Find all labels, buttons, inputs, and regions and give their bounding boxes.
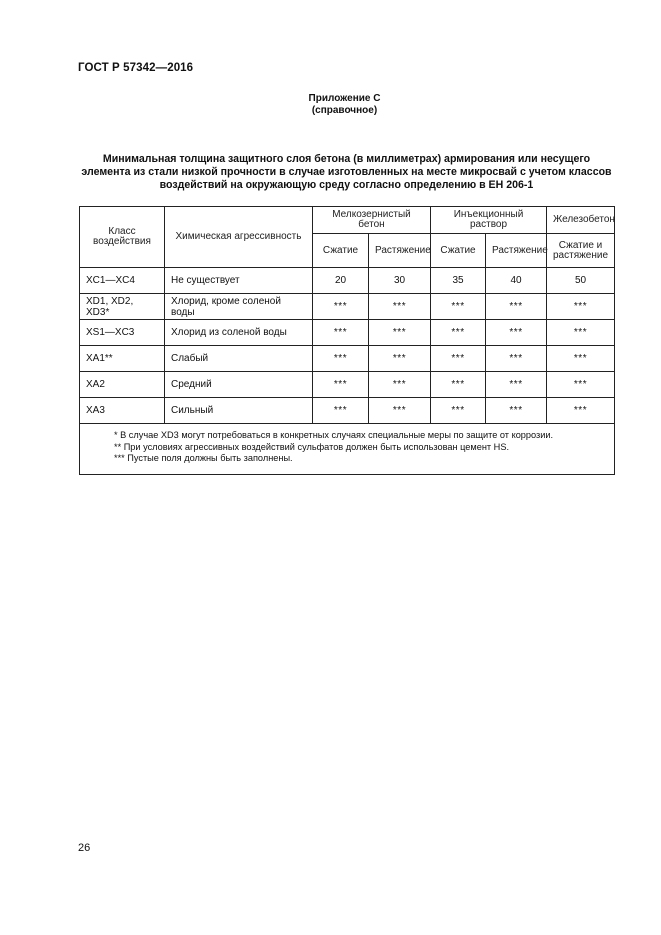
exposure-class-cell: XD1, XD2, XD3* xyxy=(80,294,165,320)
table-header-row-1 xyxy=(80,207,615,234)
appendix-heading xyxy=(0,93,661,117)
header-reinforced-concrete: Железобетон xyxy=(547,207,615,234)
table-notes xyxy=(80,424,615,475)
fine-concrete-tension-cell: *** xyxy=(369,320,431,346)
reinforced-concrete-cell: *** xyxy=(547,320,615,346)
concrete-cover-table xyxy=(79,206,615,475)
table-row xyxy=(80,346,615,372)
table-row xyxy=(80,268,615,294)
reinforced-concrete-cell: *** xyxy=(547,372,615,398)
exposure-class-cell: XS1—XC3 xyxy=(80,320,165,346)
fine-concrete-compression-cell: *** xyxy=(313,346,369,372)
grout-tension-cell: *** xyxy=(486,372,547,398)
chemical-cell: Хлорид, кроме соленой воды xyxy=(165,294,313,320)
grout-tension-cell: 40 xyxy=(486,268,547,294)
header-grout: Инъекционный раствор xyxy=(431,207,547,234)
appendix-title: Приложение С xyxy=(308,93,381,104)
reinforced-concrete-cell: *** xyxy=(547,294,615,320)
table-notes-row xyxy=(80,424,615,475)
grout-compression-cell: *** xyxy=(431,294,486,320)
grout-compression-cell: *** xyxy=(431,372,486,398)
grout-tension-cell: *** xyxy=(486,320,547,346)
table-row xyxy=(80,398,615,424)
grout-compression-cell: *** xyxy=(431,320,486,346)
grout-tension-cell: *** xyxy=(486,294,547,320)
fine-concrete-compression-cell: 20 xyxy=(313,268,369,294)
grout-compression-cell: *** xyxy=(431,346,486,372)
appendix-subtitle: (справочное) xyxy=(311,105,378,116)
grout-tension-cell: *** xyxy=(486,346,547,372)
table-note: * В случае XD3 могут потребоваться в конкретных случаях специальные меры по защите от коррозии. xyxy=(114,430,554,440)
exposure-class-cell: XA2 xyxy=(80,372,165,398)
fine-concrete-tension-cell: *** xyxy=(369,294,431,320)
reinforced-concrete-cell: *** xyxy=(547,346,615,372)
table-note: ** При условиях агрессивных воздействий сульфатов должен быть использован цемент HS. xyxy=(114,441,509,452)
grout-compression-cell: *** xyxy=(431,398,486,424)
header-fine-concrete: Мелкозернистый бетон xyxy=(313,207,431,234)
table-row xyxy=(80,372,615,398)
table-row xyxy=(80,320,615,346)
fine-concrete-compression-cell: *** xyxy=(313,294,369,320)
chemical-cell: Хлорид из соленой воды xyxy=(165,320,313,346)
fine-concrete-tension-cell: *** xyxy=(369,398,431,424)
fine-concrete-compression-cell: *** xyxy=(313,372,369,398)
header-reinforced-compression-tension: Сжатие и растяжение xyxy=(547,234,615,268)
header-chemical-aggressiveness: Химическая агрессивность xyxy=(165,207,313,268)
table-note: *** Пустые поля должны быть заполнены. xyxy=(114,453,293,463)
fine-concrete-tension-cell: *** xyxy=(369,346,431,372)
exposure-class-cell: XA1** xyxy=(80,346,165,372)
table-row xyxy=(80,294,615,320)
chemical-cell: Средний xyxy=(165,372,313,398)
fine-concrete-tension-cell: *** xyxy=(369,372,431,398)
page-number: 26 xyxy=(78,842,91,854)
chemical-cell: Не существует xyxy=(165,268,313,294)
header-fine-concrete-compression: Сжатие xyxy=(313,234,369,268)
grout-compression-cell: 35 xyxy=(431,268,486,294)
header-grout-compression: Сжатие xyxy=(431,234,486,268)
exposure-class-cell: XC1—XC4 xyxy=(80,268,165,294)
header-grout-tension: Растяжение xyxy=(486,234,547,268)
fine-concrete-compression-cell: *** xyxy=(313,320,369,346)
chemical-cell: Сильный xyxy=(165,398,313,424)
grout-tension-cell: *** xyxy=(486,398,547,424)
reinforced-concrete-cell: *** xyxy=(547,398,615,424)
fine-concrete-tension-cell: 30 xyxy=(369,268,431,294)
header-exposure-class: Класс воздействия xyxy=(80,207,165,268)
table-title: Минимальная толщина защитного слоя бетона (в миллиметрах) армирования или несущего элемента из стали низкой прочности в случае изготовленных на месте микросвай с учетом классов воздействий на окружающую среду согласно определению в ЕН 206-1 xyxy=(81,153,612,191)
fine-concrete-compression-cell: *** xyxy=(313,398,369,424)
header-fine-concrete-tension: Растяжение xyxy=(369,234,431,268)
reinforced-concrete-cell: 50 xyxy=(547,268,615,294)
document-id: ГОСТ Р 57342—2016 xyxy=(78,62,194,74)
exposure-class-cell: XA3 xyxy=(80,398,165,424)
chemical-cell: Слабый xyxy=(165,346,313,372)
